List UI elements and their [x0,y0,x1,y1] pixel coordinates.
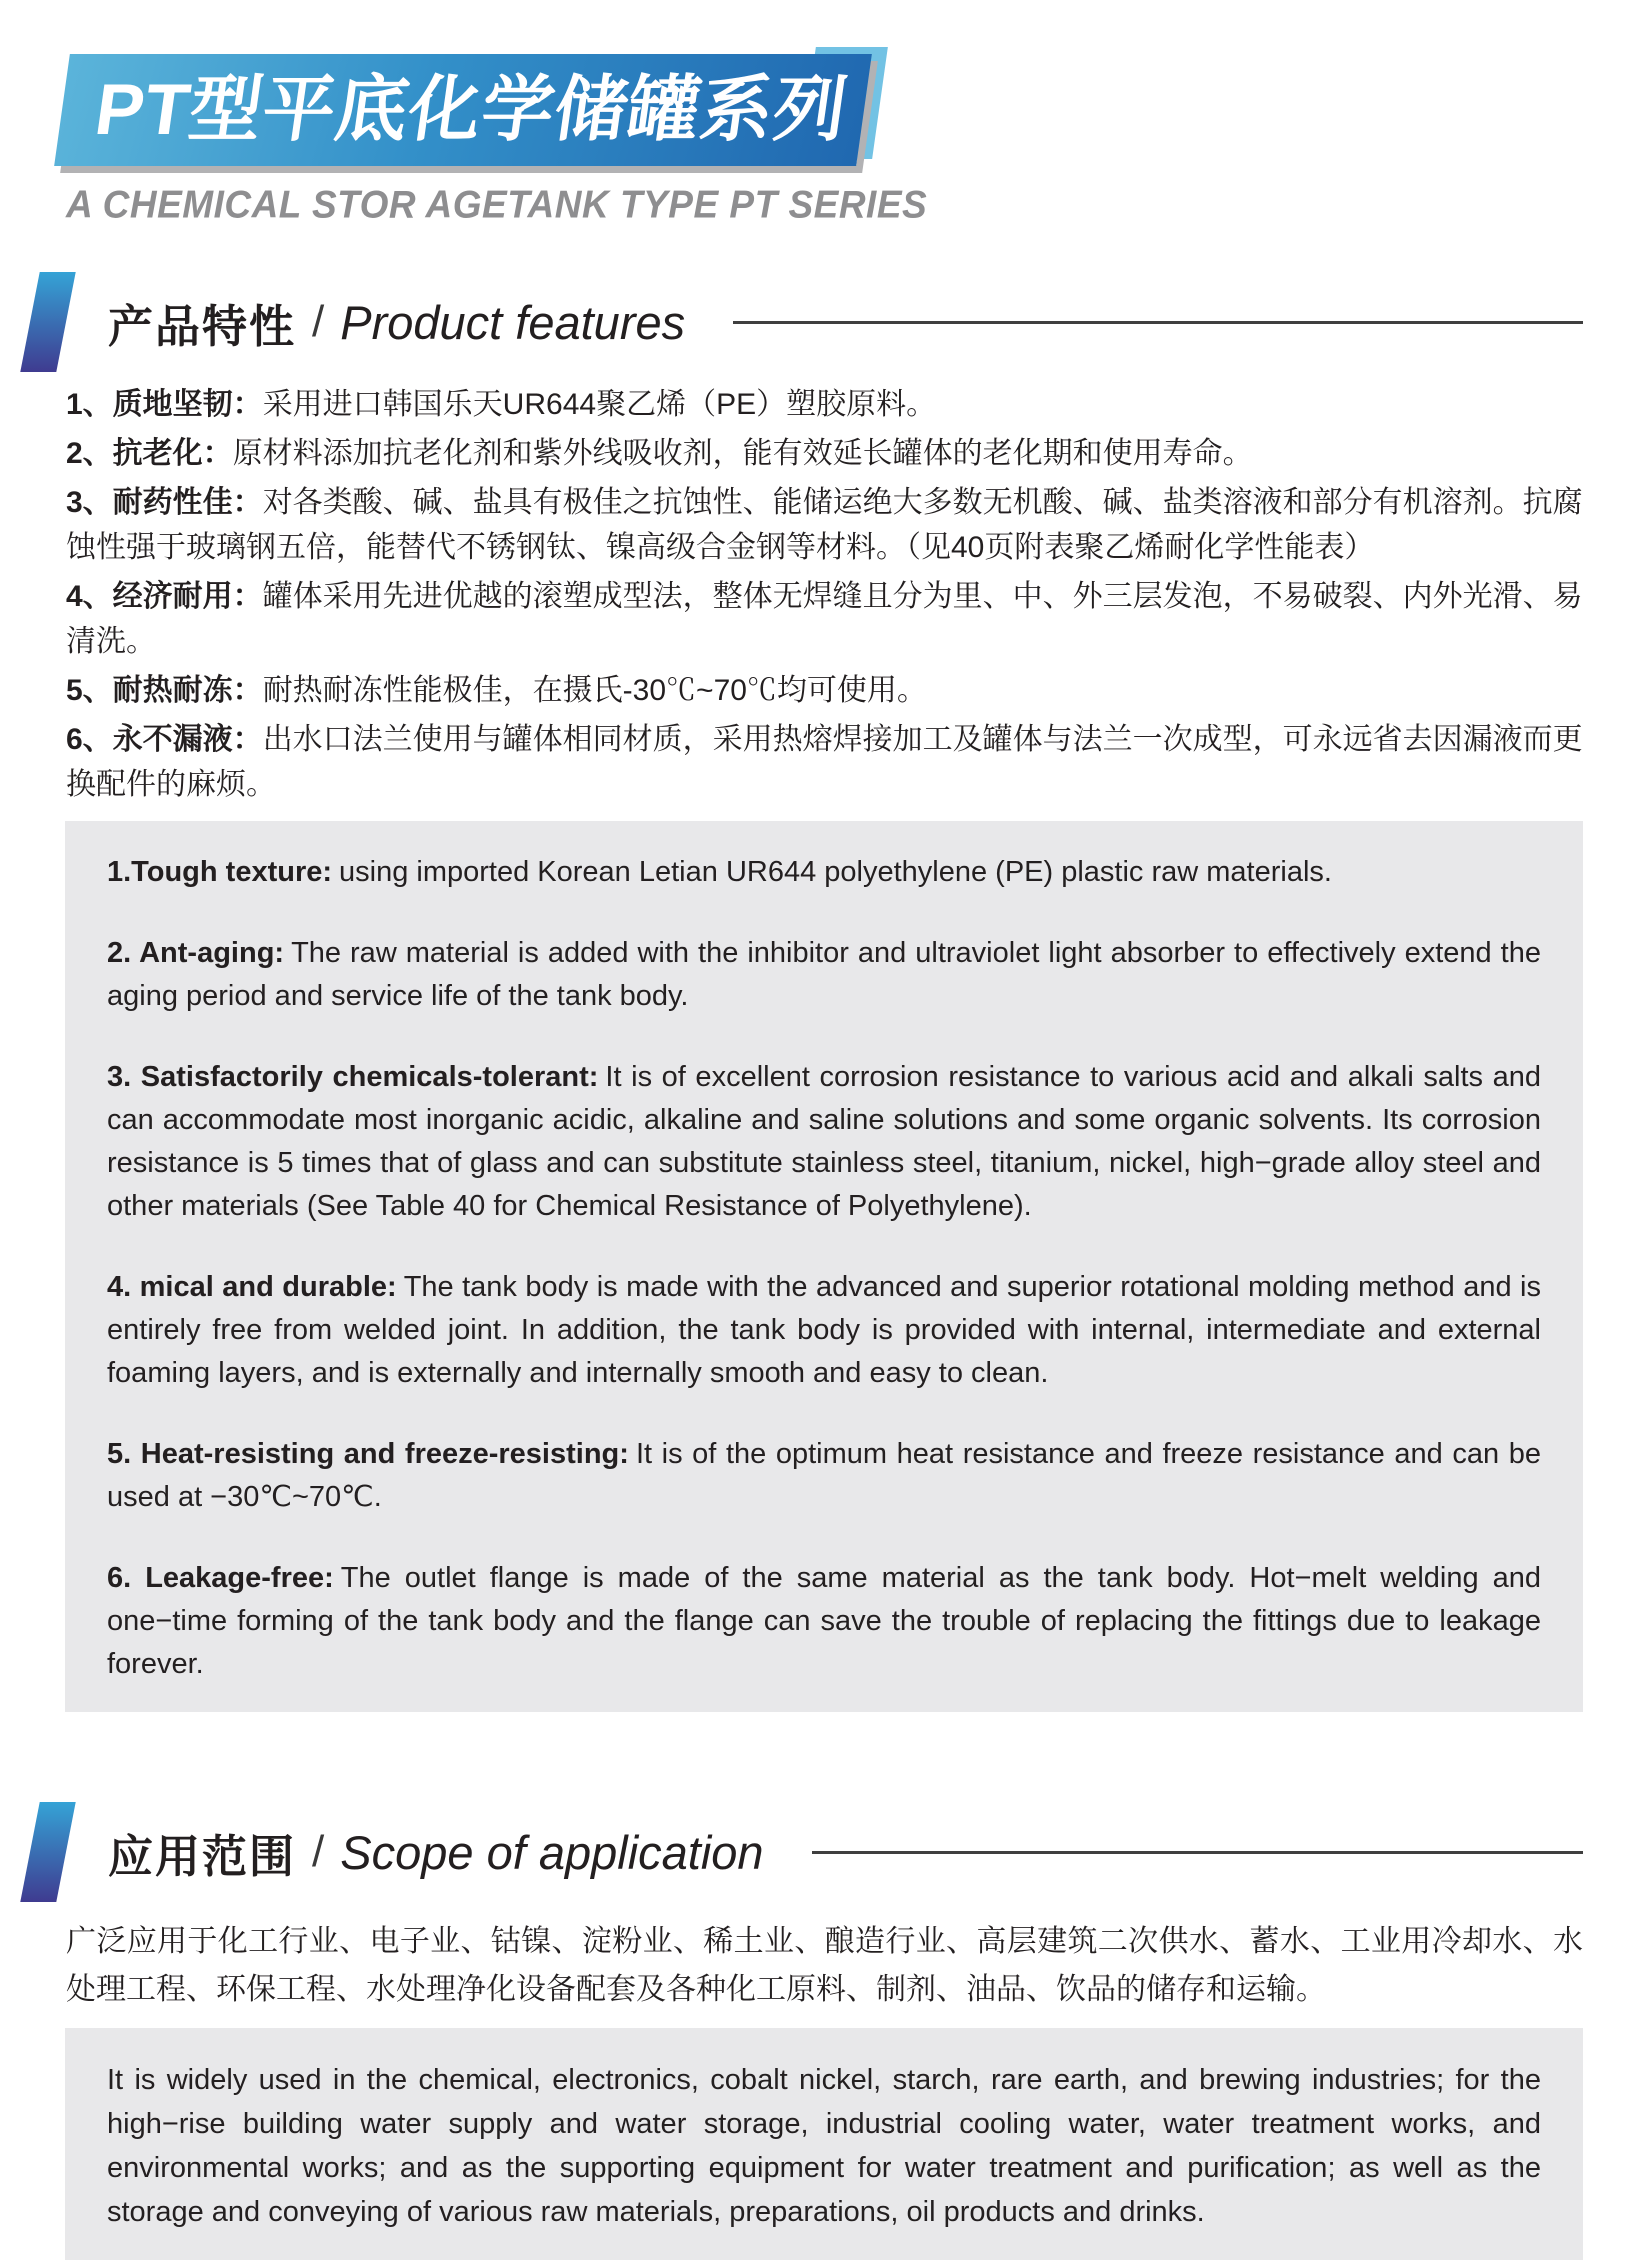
feature-item-label: 5、耐热耐冻： [66,674,263,707]
title-banner [62,54,864,166]
banner-gradient-shape [54,54,872,166]
feature-paragraph-en [107,1056,1541,1228]
section-rule-line [733,321,1583,324]
feature-item-text: 原材料添加抗老化剂和紫外线吸收剂，能有效延长罐体的老化期和使用寿命。 [232,437,1253,470]
feature-item-cn [66,717,1583,807]
feature-paragraph-en [107,851,1541,894]
feature-paragraph-label: 2. Ant-aging: [107,937,285,969]
feature-paragraph-text: The raw material is added with the inhibitor and ultraviolet light absorber to effectively extend the aging period and service life of the tank body. [107,937,1541,1012]
feature-item-cn [66,668,1583,713]
feature-paragraph-label: 3. Satisfactorily chemicals-tolerant: [107,1061,599,1093]
feature-paragraph-en [107,1557,1541,1686]
page-title: PT型平底化学储罐系列 [90,70,853,150]
feature-paragraph-text: It is of the optimum heat resistance and freeze resistance and can be used at −30℃~70℃. [107,1438,1541,1513]
feature-item-cn [66,382,1583,427]
feature-paragraph-label: 5. Heat-resisting and freeze-resisting: [107,1438,629,1470]
feature-item-cn [66,574,1583,664]
section-header-scope-of-application [30,1800,1583,1904]
feature-paragraph-label: 1.Tough texture: [107,856,333,888]
feature-item-cn [66,480,1583,570]
section-accent-shape [20,1802,75,1902]
feature-paragraph-label: 6. Leakage-free: [107,1562,334,1594]
feature-paragraph-en [107,932,1541,1018]
feature-list-cn [66,382,1583,807]
feature-paragraph-label: 4. mical and durable: [107,1271,397,1303]
section-header-product-features [30,270,1583,374]
feature-item-text: 罐体采用先进优越的滚塑成型法，整体无焊缝且分为里、中、外三层发泡，不易破裂、内外光滑、易清洗。 [66,580,1583,658]
section-accent-shape [20,272,75,372]
application-panel-en [65,2028,1583,2260]
feature-paragraph-text: It is of excellent corrosion resistance to various acid and alkali salts and can accommodate most inorganic acidic, alkaline and saline solutions and some organic solvents. Its corrosion resistance is 5 times that of glass and can substitute stainless steel, titanium, nickel, high−grade alloy steel and other materials (See Table 40 for Chemical Resistance of Polyethylene). [107,1061,1542,1222]
section-title-separator: / [312,1827,325,1876]
feature-item-text: 采用进口韩国乐天UR644聚乙烯（PE）塑胶原料。 [262,388,937,421]
section-title-en: Scope of application [340,1825,764,1879]
section-rule-line [812,1851,1583,1854]
feature-item-cn [66,431,1583,476]
section-title-separator: / [312,297,325,346]
page-subtitle: A CHEMICAL STOR AGETANK TYPE PT SERIES [66,183,928,227]
feature-item-text: 耐热耐冻性能极佳，在摄氏-30℃~70℃均可使用。 [262,674,927,707]
feature-item-label: 3、耐药性佳： [66,486,263,519]
section-title-en: Product features [340,295,686,349]
feature-item-text: 出水口法兰使用与罐体相同材质，采用热熔焊接加工及罐体与法兰一次成型，可永远省去因漏液而更换配件的麻烦。 [66,723,1583,801]
feature-item-text: 对各类酸、碱、盐具有极佳之抗蚀性、能储运绝大多数无机酸、碱、盐类溶液和部分有机溶剂。抗腐蚀性强于玻璃钢五倍，能替代不锈钢钛、镍高级合金钢等材料。（见40页附表聚乙烯耐化学性能表） [66,486,1583,564]
feature-item-label: 6、永不漏液： [66,723,263,756]
application-paragraph-en: It is widely used in the chemical, electronics, cobalt nickel, starch, rare earth, and brewing industries; for the high−rise building water supply and water storage, industrial cooling water, water treatment works, and environmental works; and as the supporting equipment for water treatment and purification; as well as the storage and conveying of various raw materials, preparations, oil products and drinks. [107,2064,1541,2228]
feature-item-label: 2、抗老化： [66,437,233,470]
feature-paragraph-en [107,1266,1541,1395]
feature-paragraph-text: The outlet flange is made of the same material as the tank body. Hot−melt welding and one−time forming of the tank body and the flange can save the trouble of replacing the fittings due to leakage forever. [107,1562,1541,1680]
section-title-cn: 应用范围 [108,1830,297,1882]
application-paragraph-cn: 广泛应用于化工行业、电子业、钴镍、淀粉业、稀土业、酿造行业、高层建筑二次供水、蓄水、工业用冷却水、水处理工程、环保工程、水处理净化设备配套及各种化工原料、制剂、油品、饮品的储存和运输。 [66,1925,1583,2006]
feature-paragraph-en [107,1433,1541,1519]
feature-item-label: 4、经济耐用： [66,580,263,613]
section-title-cn: 产品特性 [108,300,297,352]
feature-panel-en [65,821,1583,1712]
feature-item-label: 1、质地坚韧： [66,388,263,421]
feature-paragraph-text: using imported Korean Letian UR644 polyethylene (PE) plastic raw materials. [339,856,1332,888]
feature-paragraph-text: The tank body is made with the advanced and superior rotational molding method and is entirely free from welded joint. In addition, the tank body is provided with internal, intermediate and external foaming layers, and is externally and internally smooth and easy to clean. [107,1271,1541,1389]
